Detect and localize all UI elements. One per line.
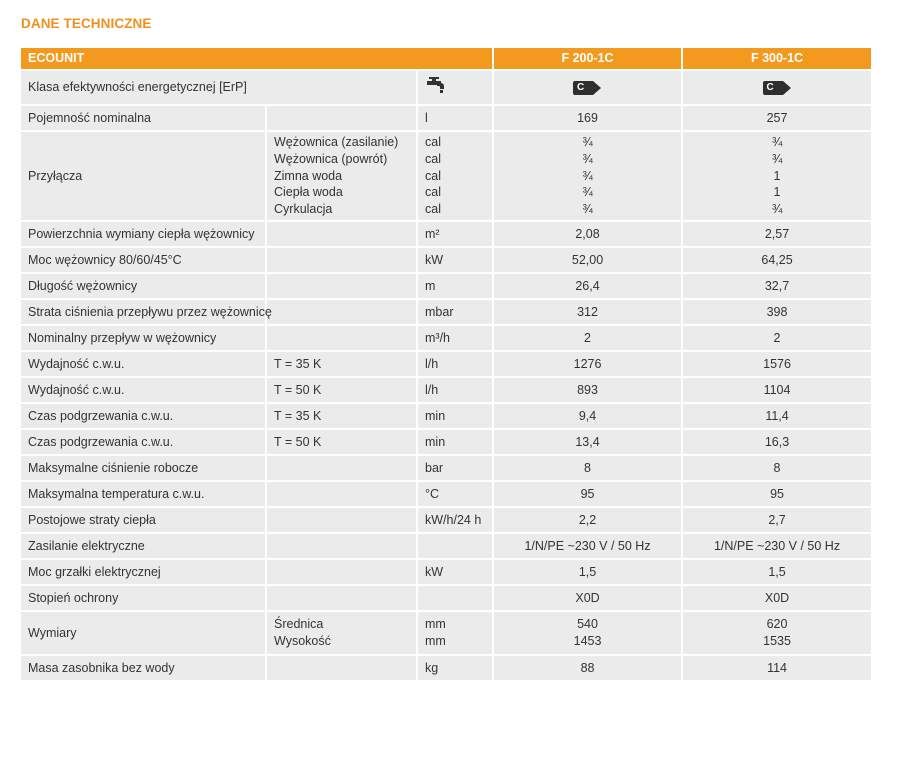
- value-model-2-line: 16,3: [764, 434, 790, 449]
- row-unit-line: l/h: [425, 382, 439, 397]
- row-condition-line: T = 35 K: [274, 356, 322, 371]
- table-row: [21, 481, 872, 507]
- value-model-1: [493, 455, 682, 481]
- row-unit: [417, 481, 493, 507]
- row-condition: [266, 221, 417, 247]
- row-unit-line: kg: [425, 660, 439, 675]
- row-unit-line: cal: [425, 185, 441, 200]
- row-unit: [417, 299, 493, 325]
- value-model-2-line: 1: [773, 168, 781, 183]
- row-label: Klasa efektywności energetycznej [ErP]: [21, 70, 417, 105]
- value-model-2: [682, 105, 872, 131]
- table-row: [21, 403, 872, 429]
- row-unit: [417, 455, 493, 481]
- value-model-2-line: 2,57: [764, 226, 790, 241]
- energy-class-badge: C: [763, 81, 792, 95]
- row-unit: [417, 325, 493, 351]
- row-condition: [266, 429, 417, 455]
- value-model-1-line: ¾: [582, 202, 593, 217]
- value-model-1: [493, 481, 682, 507]
- row-unit: [417, 585, 493, 611]
- value-model-1: [493, 377, 682, 403]
- value-model-1-line: 13,4: [575, 434, 600, 449]
- row-condition-line: Cyrkulacja: [274, 202, 333, 217]
- value-model-2-line: 32,7: [764, 278, 790, 293]
- row-condition: [266, 105, 417, 131]
- table-row: [21, 299, 872, 325]
- row-condition-line: Wężownica (zasilanie): [274, 135, 399, 149]
- row-label: Nominalny przepływ w wężownicy: [21, 325, 266, 351]
- value-model-1-line: 312: [577, 304, 598, 319]
- row-condition: [266, 611, 417, 655]
- header-model-1: F 200-1C: [493, 48, 682, 70]
- value-model-2-line: ¾: [771, 202, 783, 217]
- value-model-2-line: 257: [766, 110, 788, 125]
- row-unit: [417, 351, 493, 377]
- value-model-1: [493, 351, 682, 377]
- value-model-1: [493, 131, 682, 221]
- value-model-1: [493, 429, 682, 455]
- value-model-1-line: 2,08: [575, 226, 600, 241]
- erp-row: [21, 70, 872, 105]
- table-row: [21, 247, 872, 273]
- row-unit: [417, 655, 493, 681]
- value-model-2-line: 398: [766, 304, 788, 319]
- value-model-2: [682, 507, 872, 533]
- row-condition: [266, 533, 417, 559]
- table-row: [21, 377, 872, 403]
- value-model-2-line: 1,5: [768, 564, 786, 579]
- row-condition: [266, 507, 417, 533]
- value-model-2: [682, 351, 872, 377]
- value-model-1-line: 1/N/PE ~230 V / 50 Hz: [524, 538, 651, 553]
- value-model-2: [682, 273, 872, 299]
- table-header-row: [21, 48, 872, 70]
- value-model-1-line: 1,5: [578, 564, 597, 579]
- value-model-2: [682, 533, 872, 559]
- value-model-1-line: 26,4: [575, 278, 600, 293]
- water-tap-icon: [426, 77, 446, 98]
- value-model-2-line: 1535: [763, 634, 791, 648]
- table-row: [21, 585, 872, 611]
- value-model-1-line: 9,4: [578, 408, 597, 423]
- value-model-2-line: 1/N/PE ~230 V / 50 Hz: [713, 538, 841, 553]
- row-unit-line: cal: [425, 135, 441, 149]
- value-model-1: [493, 221, 682, 247]
- row-unit: [417, 377, 493, 403]
- value-model-2: [682, 655, 872, 681]
- row-condition: [266, 273, 417, 299]
- row-unit-line: kW/h/24 h: [425, 512, 482, 527]
- value-model-2-line: 114: [767, 660, 787, 675]
- value-model-2: [682, 325, 872, 351]
- row-unit-line: min: [425, 434, 446, 449]
- value-model-1-line: 169: [577, 110, 598, 125]
- row-condition: [266, 377, 417, 403]
- row-label: Czas podgrzewania c.w.u.: [21, 403, 266, 429]
- value-model-2: [682, 299, 872, 325]
- value-model-2: [682, 377, 872, 403]
- value-model-2: [682, 559, 872, 585]
- value-model-2: [682, 403, 872, 429]
- row-unit-line: l: [425, 110, 428, 125]
- row-label: Zasilanie elektryczne: [21, 533, 266, 559]
- row-label: Długość wężownicy: [21, 273, 266, 299]
- header-ecounit: ECOUNIT: [21, 48, 493, 70]
- row-label: Wymiary: [21, 611, 266, 655]
- value-model-2-line: X0D: [764, 590, 790, 605]
- value-model-1: [493, 247, 682, 273]
- value-model-2-line: ¾: [771, 135, 783, 149]
- value-model-2-line: 2,7: [768, 512, 786, 527]
- value-model-1-line: ¾: [582, 168, 593, 183]
- table-row: [21, 559, 872, 585]
- value-model-1-line: 95: [580, 486, 595, 501]
- value-model-2: [682, 481, 872, 507]
- row-unit: [417, 611, 493, 655]
- row-condition: [266, 403, 417, 429]
- value-model-1: [493, 611, 682, 655]
- value-model-1: [493, 273, 682, 299]
- value-model-2: [682, 131, 872, 221]
- row-condition-line: Średnica: [274, 617, 324, 632]
- row-unit-line: bar: [425, 460, 444, 475]
- row-unit-line: m²: [425, 226, 440, 241]
- row-label: Moc grzałki elektrycznej: [21, 559, 266, 585]
- value-model-1: [493, 325, 682, 351]
- row-unit-line: kW: [425, 252, 444, 267]
- row-condition: [266, 655, 417, 681]
- row-unit: [417, 105, 493, 131]
- value-model-2-line: 64,25: [761, 252, 793, 267]
- row-unit: [417, 429, 493, 455]
- energy-class-badge: C: [573, 81, 602, 95]
- row-condition-line: Wężownica (powrót): [274, 151, 388, 166]
- row-label: Maksymalne ciśnienie robocze: [21, 455, 266, 481]
- row-unit: [417, 247, 493, 273]
- row-condition-line: Zimna woda: [274, 168, 343, 183]
- value-model-1-line: ¾: [582, 135, 593, 149]
- row-condition-line: Wysokość: [274, 634, 331, 648]
- row-unit: [417, 221, 493, 247]
- row-label: Strata ciśnienia przepływu przez wężownicę: [21, 299, 266, 325]
- row-unit-line: min: [425, 408, 446, 423]
- value-model-1-line: X0D: [575, 590, 600, 605]
- row-label: Czas podgrzewania c.w.u.: [21, 429, 266, 455]
- row-unit: [417, 131, 493, 221]
- row-unit: [417, 533, 493, 559]
- row-unit: [417, 507, 493, 533]
- value-model-2-line: 1576: [763, 356, 791, 371]
- value-model-1-line: 893: [577, 382, 598, 397]
- table-row: [21, 611, 872, 655]
- value-model-1-line: ¾: [582, 185, 593, 200]
- row-condition-line: T = 50 K: [274, 434, 322, 449]
- value-model-1-line: 540: [577, 617, 598, 632]
- row-condition-line: Ciepła woda: [274, 185, 343, 200]
- value-model-1: [493, 559, 682, 585]
- table-row: [21, 221, 872, 247]
- value-model-2-line: 1104: [763, 382, 791, 397]
- value-model-2-line: 11,4: [765, 408, 789, 423]
- value-model-2-line: 8: [773, 460, 781, 475]
- value-model-2: [682, 455, 872, 481]
- table-row: [21, 273, 872, 299]
- row-unit: [417, 273, 493, 299]
- value-model-2: [682, 611, 872, 655]
- row-condition: [266, 585, 417, 611]
- row-unit: [417, 403, 493, 429]
- table-row: [21, 325, 872, 351]
- value-model-1: [493, 105, 682, 131]
- header-model-2: F 300-1C: [682, 48, 872, 70]
- row-condition: [266, 481, 417, 507]
- value-model-2-line: 95: [770, 486, 784, 501]
- value-model-1: [493, 507, 682, 533]
- table-row: [21, 351, 872, 377]
- value-model-2: [682, 247, 872, 273]
- value-model-1-line: 88: [580, 660, 595, 675]
- row-unit-line: m³/h: [425, 330, 450, 345]
- row-condition: [266, 131, 417, 221]
- value-model-2-line: ¾: [771, 151, 783, 166]
- row-unit-line: mm: [425, 617, 446, 632]
- row-unit-line: kW: [425, 564, 444, 579]
- table-row: [21, 105, 872, 131]
- value-model-1-line: 52,00: [571, 252, 604, 267]
- value-model-2: [682, 585, 872, 611]
- table-row: [21, 131, 872, 221]
- row-condition-line: T = 50 K: [274, 382, 322, 397]
- row-label: Masa zasobnika bez wody: [21, 655, 266, 681]
- table-row: [21, 455, 872, 481]
- row-condition: [266, 455, 417, 481]
- row-label: Moc wężownicy 80/60/45°C: [21, 247, 266, 273]
- row-condition: [266, 325, 417, 351]
- value-model-2-line: 620: [766, 617, 788, 632]
- table-row: [21, 655, 872, 681]
- row-label: Pojemność nominalna: [21, 105, 266, 131]
- value-model-2-line: 1: [773, 185, 781, 200]
- value-model-1: [493, 655, 682, 681]
- value-model-1: [493, 299, 682, 325]
- value-model-1: [493, 533, 682, 559]
- value-model-1-line: 2,2: [578, 512, 597, 527]
- value-model-1-line: 8: [584, 460, 591, 475]
- row-unit-line: l/h: [425, 356, 439, 371]
- row-unit-line: cal: [425, 151, 441, 166]
- table-row: [21, 533, 872, 559]
- table-row: [21, 507, 872, 533]
- row-unit: [417, 559, 493, 585]
- row-condition-line: T = 35 K: [274, 408, 322, 423]
- row-condition: [266, 247, 417, 273]
- value-model-1-line: ¾: [582, 151, 593, 166]
- value-model-1: [493, 403, 682, 429]
- value-model-1-line: 1276: [573, 356, 602, 371]
- row-condition: [266, 559, 417, 585]
- row-label: Stopień ochrony: [21, 585, 266, 611]
- row-unit-line: cal: [425, 202, 441, 217]
- row-unit-line: mm: [425, 634, 446, 648]
- value-model-2-line: 2: [773, 330, 781, 345]
- value-model-1-line: 2: [584, 330, 591, 345]
- page-title: DANE TECHNICZNE: [21, 16, 152, 31]
- row-label: Maksymalna temperatura c.w.u.: [21, 481, 266, 507]
- row-condition: [266, 299, 417, 325]
- value-model-1: [493, 585, 682, 611]
- row-condition: [266, 351, 417, 377]
- row-label: Wydajność c.w.u.: [21, 351, 266, 377]
- spec-table: [21, 48, 873, 682]
- row-unit-line: m: [425, 278, 436, 293]
- value-model-2: [682, 429, 872, 455]
- row-unit-line: °C: [425, 486, 440, 501]
- table-row: [21, 429, 872, 455]
- row-label: Powierzchnia wymiany ciepła wężownicy: [21, 221, 266, 247]
- row-label: Wydajność c.w.u.: [21, 377, 266, 403]
- value-model-2: [682, 221, 872, 247]
- value-model-1-line: 1453: [573, 634, 602, 648]
- row-label: Przyłącza: [21, 131, 266, 221]
- row-unit-line: mbar: [425, 304, 454, 319]
- row-unit-line: cal: [425, 168, 441, 183]
- row-label: Postojowe straty ciepła: [21, 507, 266, 533]
